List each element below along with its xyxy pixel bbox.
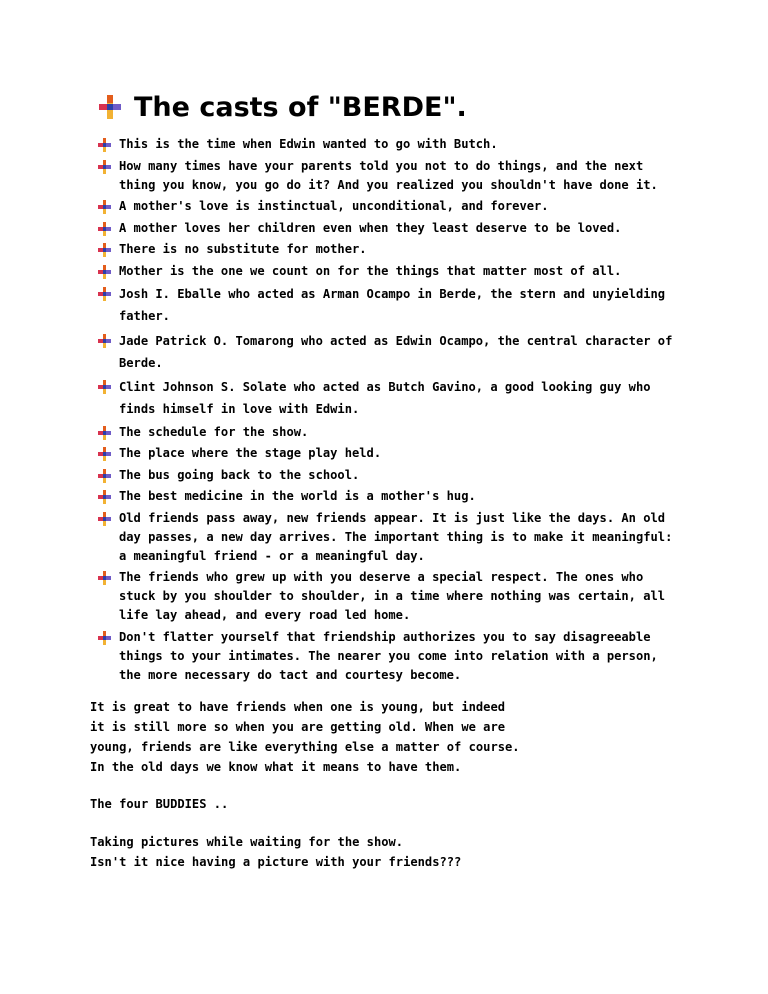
list-item [98, 157, 678, 195]
list-item-text: This is the time when Edwin wanted to go with Butch. [119, 137, 498, 151]
list-item [98, 628, 678, 685]
list-item [98, 376, 678, 420]
bullet-icon [98, 490, 111, 510]
list-item [98, 197, 678, 216]
list-item [98, 330, 678, 374]
list-item [98, 509, 678, 566]
list-item [98, 283, 678, 327]
paragraph-friends: It is great to have friends when one is young, but indeed it is still more so when you are getting old. When we are young, friends are like everything else a matter of course. In the old days we know what it means to have them. [90, 700, 520, 774]
bullet-list [98, 135, 678, 687]
paragraph-pictures: Taking pictures while waiting for the show. Isn't it nice having a picture with your friends??? [90, 835, 462, 869]
list-item [98, 466, 678, 485]
bullet-icon [98, 286, 111, 308]
list-item-text: Clint Johnson S. Solate who acted as Butch Gavino, a good looking guy who finds himself in love with Edwin. [119, 380, 651, 416]
list-item [98, 423, 678, 442]
list-item-text: The friends who grew up with you deserve a special respect. The ones who stuck by you shoulder to shoulder, in a time where nothing was certain, all life lay ahead, and every road led home. [119, 570, 666, 622]
bullet-icon [98, 160, 111, 180]
bullet-icon [98, 333, 111, 355]
list-item-text: Josh I. Eballe who acted as Arman Ocampo in Berde, the stern and unyielding father. [119, 287, 666, 323]
bullet-icon [98, 379, 111, 401]
title-text: The casts of "BERDE". [134, 92, 467, 123]
bullet-icon [98, 200, 111, 220]
list-item-text: The bus going back to the school. [119, 467, 360, 482]
bullet-icon [98, 265, 111, 285]
list-item-text: A mother loves her children even when they least deserve to be loved. [119, 220, 622, 235]
bullet-icon [98, 222, 111, 242]
list-item [98, 135, 678, 154]
list-item-text: Old friends pass away, new friends appear. It is just like the days. An old day passes, a new day arrives. The important thing is to make it meaningful: a meaningful friend - or a meaningful day. [119, 510, 673, 563]
list-item-text: The schedule for the show. [119, 424, 309, 439]
list-item [98, 568, 678, 625]
bullet-icon [98, 447, 111, 467]
list-item-text: The place where the stage play held. [119, 446, 382, 460]
list-item-text: How many times have your parents told you not to do things, and the next thing you know, you go do it? And you realized you shouldn't have done it. [119, 158, 658, 192]
bullet-icon [98, 138, 111, 158]
list-item [98, 487, 678, 506]
paragraph-buddies: The four BUDDIES .. [90, 797, 229, 811]
bullet-icon [98, 94, 122, 127]
bullet-icon [98, 571, 111, 591]
list-item [98, 444, 678, 463]
list-item-text: A mother's love is instinctual, unconditional, and forever. [119, 199, 549, 213]
list-item-text: There is no substitute for mother. [119, 242, 367, 256]
bullet-icon [98, 631, 111, 651]
list-item [98, 240, 678, 259]
list-item-text: Don't flatter yourself that friendship authorizes you to say disagreeable things to your intimates. The nearer you come into relation with a person, the more necessary do tact and courtesy become. [119, 629, 658, 682]
bullet-icon [98, 512, 111, 532]
list-item [98, 262, 678, 281]
bullet-icon [98, 469, 111, 489]
list-item [98, 219, 678, 238]
list-item-text: Mother is the one we count on for the things that matter most of all. [119, 263, 622, 278]
page-title [98, 92, 467, 127]
list-item-text: Jade Patrick O. Tomarong who acted as Edwin Ocampo, the central character of Berde. [119, 333, 673, 370]
list-item-text: The best medicine in the world is a mother's hug. [119, 489, 476, 503]
bullet-icon [98, 426, 111, 446]
bullet-icon [98, 243, 111, 263]
